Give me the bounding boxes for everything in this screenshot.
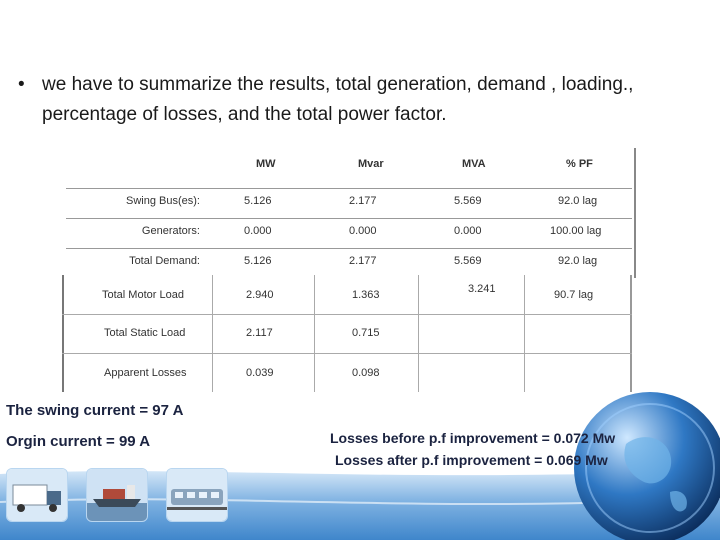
row-label: Swing Bus(es): bbox=[126, 195, 200, 207]
col-header-pf: % PF bbox=[566, 158, 593, 170]
cell-mw: 0.039 bbox=[246, 367, 274, 379]
col-header-mw: MW bbox=[256, 158, 276, 170]
swing-current-text: The swing current = 97 A bbox=[6, 402, 184, 419]
cell-mw: 5.126 bbox=[244, 255, 272, 267]
cell-mw: 0.000 bbox=[244, 225, 272, 237]
bullet-marker: • bbox=[18, 74, 25, 95]
cell-mvar: 2.177 bbox=[349, 255, 377, 267]
bullet-point bbox=[18, 70, 708, 130]
cell-mvar: 0.098 bbox=[352, 367, 380, 379]
cell-mvar: 2.177 bbox=[349, 195, 377, 207]
table-row bbox=[66, 218, 632, 246]
cell-mw: 5.126 bbox=[244, 195, 272, 207]
cell-pf: 90.7 lag bbox=[554, 289, 594, 301]
table-row bbox=[62, 275, 632, 314]
row-label: Total Static Load bbox=[104, 327, 186, 339]
losses-before-text: Losses before p.f improvement = 0.072 Mw bbox=[330, 430, 616, 446]
table-row bbox=[62, 353, 632, 392]
cell-mvar: 0.000 bbox=[349, 225, 377, 237]
bullet-text: we have to summarize the results, total generation, demand , loading., percentage of losses, and the total power factor. bbox=[42, 74, 634, 125]
losses-after-text: Losses after p.f improvement = 0.069 Mw bbox=[335, 452, 608, 468]
results-table-upper bbox=[66, 148, 636, 278]
results-table-lower bbox=[62, 275, 632, 392]
table-row bbox=[62, 314, 632, 353]
col-header-mva: MVA bbox=[462, 158, 486, 170]
cell-pf: 92.0 lag bbox=[558, 255, 598, 267]
cell-mvar: 0.715 bbox=[352, 327, 380, 339]
cell-mva: 5.569 bbox=[454, 255, 482, 267]
cell-mw: 2.117 bbox=[246, 327, 273, 339]
row-label: Total Demand: bbox=[129, 255, 200, 267]
train-thumbnail bbox=[166, 468, 228, 522]
cell-mva: 5.569 bbox=[454, 195, 482, 207]
cell-pf: 92.0 lag bbox=[558, 195, 598, 207]
row-label: Generators: bbox=[141, 225, 200, 237]
results-table bbox=[62, 145, 634, 392]
row-label: Total Motor Load bbox=[102, 289, 184, 301]
origin-current-text: Orgin current = 99 A bbox=[6, 433, 151, 450]
cell-mva: 3.241 bbox=[468, 283, 496, 295]
table-row bbox=[66, 188, 632, 216]
cell-pf: 100.00 lag bbox=[550, 225, 602, 237]
cell-mvar: 1.363 bbox=[352, 289, 380, 301]
table-row bbox=[66, 248, 632, 276]
col-header-mvar: Mvar bbox=[358, 158, 384, 170]
cell-mw: 2.940 bbox=[246, 289, 274, 301]
truck-thumbnail bbox=[6, 468, 68, 522]
ship-thumbnail bbox=[86, 468, 148, 522]
cell-mva: 0.000 bbox=[454, 225, 482, 237]
row-label: Apparent Losses bbox=[104, 367, 187, 379]
